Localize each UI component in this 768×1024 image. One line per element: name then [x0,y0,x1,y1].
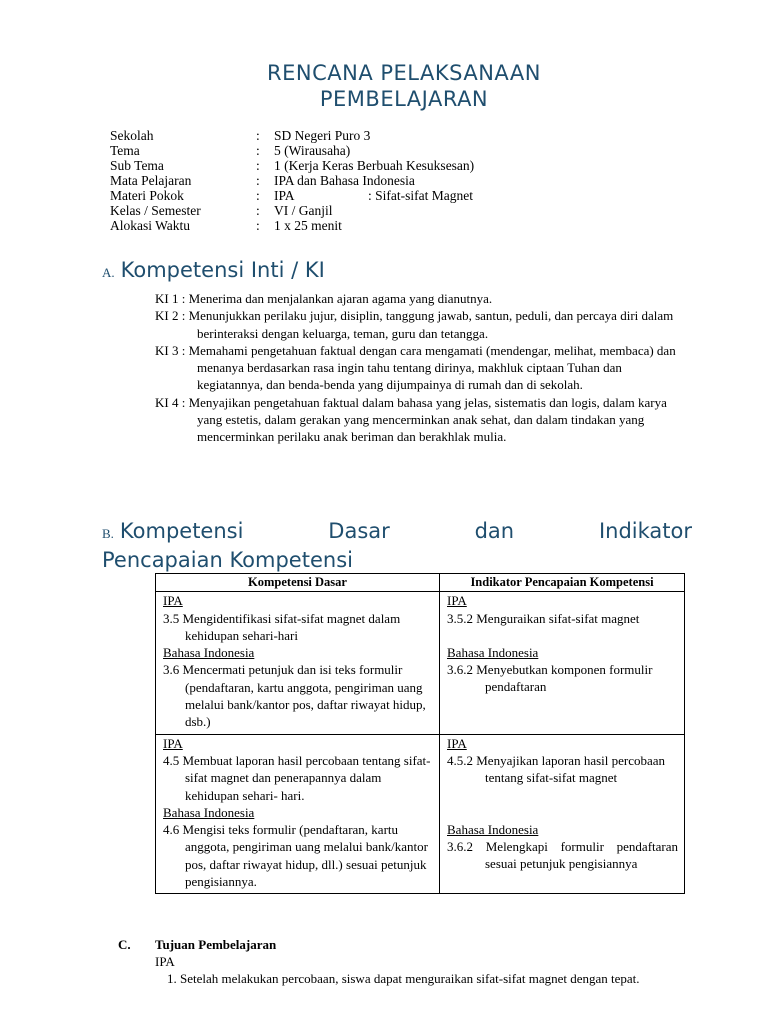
table-row [156,734,685,894]
subject-label: Bahasa Indonesia [447,821,539,837]
heading-word: dan [474,519,515,543]
info-label: Mata Pelajaran [110,173,192,188]
info-label: Sub Tema [110,158,164,173]
table-cell [440,592,685,734]
info-sep: : [256,128,260,143]
info-label: Tema [110,143,140,158]
section-title: Tujuan Pembelajaran [155,937,277,952]
competency-item: 3.5 Mengidentifikasi sifat-sifat magnet dalam kehidupan sehari-hari [163,610,401,643]
info-sep: : [256,188,260,203]
indicator-item: 3.6.2 Melengkapi formulir pendaftaran sesuai petunjuk pengisiannya [447,838,678,872]
info-sep: : [256,158,260,173]
info-value: 1 x 25 menit [274,218,342,233]
ki-list [155,290,685,446]
table-cell [440,734,685,894]
objective-item: 1. Setelah melakukan percobaan, siswa dapat menguraikan sifat-sifat magnet dengan tepat. [180,970,688,987]
info-label: Materi Pokok [110,188,184,203]
info-row [110,158,474,173]
subject-label: IPA [447,593,467,609]
competency-item: 4.5 Membuat laporan hasil percobaan tentang sifat-sifat magnet dan penerapannya dalam kehidupan sehari- hari. [163,752,431,803]
ki-item: KI 4 : Menyajikan pengetahuan faktual dalam bahasa yang jelas, sistematis dan logis, dalam karya yang estetis, dalam gerakan yang mencerminkan anak sehat, dan dalam tindakan yang mencerminkan perilaku anak beriman dan berakhlak mulia. [155,394,667,445]
subject-label: IPA [163,735,183,751]
info-row [110,188,474,203]
table-cell [156,592,440,734]
info-value: 1 (Kerja Keras Berbuah Kesuksesan) [274,158,475,173]
indicator-item: 3.5.2 Menguraikan sifat-sifat magnet [447,610,640,626]
subject-label: IPA [163,593,183,609]
column-header: Kompetensi Dasar [156,574,440,592]
ki-item: KI 1 : Menerima dan menjalankan ajaran agama yang dianutnya. [155,291,493,306]
competency-item: 3.6 Mencermati petunjuk dan isi teks formulir (pendaftaran, kartu anggota, pengiriman uang melalui bank/kantor pos, daftar riwayat hidup, dsb.) [163,662,426,730]
title-line-2: PEMBELAJARAN [319,87,489,111]
ki-item: KI 3 : Memahami pengetahuan faktual dengan cara mengamati (mendengar, melihat, membaca) dan menanya berdasarkan rasa ingin tahu tentang dirinya, makhluk ciptaan Tuhan dan kegiatannya, dan benda-benda yang dijumpainya di rumah dan di sekolah. [155,342,676,393]
section-a-heading [102,258,325,282]
info-label: Kelas / Semester [110,203,201,218]
section-c [118,936,688,987]
column-header: Indikator Pencapaian Kompetensi [440,574,685,592]
info-value: IPA dan Bahasa Indonesia [274,173,415,188]
heading-line-2: Pencapaian Kompetensi [102,548,353,572]
info-sep: : [256,143,260,158]
section-letter: A. [102,265,115,280]
section-letter: B. [102,526,114,541]
info-label: Alokasi Waktu [110,218,191,233]
info-sep: : [256,218,260,233]
subject-label: Bahasa Indonesia [163,645,255,661]
heading-word: Dasar [328,519,390,543]
ki-item: KI 2 : Menunjukkan perilaku jujur, disiplin, tanggung jawab, santun, peduli, dan percaya diri dalam berinteraksi dengan keluarga, teman, guru dan tetangga. [155,308,674,341]
section-title: Kompetensi Inti / KI [120,258,325,282]
subject-label: Bahasa Indonesia [163,804,255,820]
info-sep: : [256,203,260,218]
info-row [110,143,474,158]
indicator-item: 3.6.2 Menyebutkan komponen formulir pendaftaran [447,662,653,695]
subject-label: IPA [447,735,467,751]
objective-list [155,970,688,987]
subject-label: IPA [155,954,175,969]
title-line-1: RENCANA PELAKSANAAN [267,61,541,85]
section-letter: C. [118,937,131,952]
table-header-row [156,574,685,592]
heading-word: Indikator [598,519,692,543]
heading-word: Kompetensi [119,519,244,543]
info-sep: : [256,173,260,188]
table-row [156,592,685,734]
page-title [0,60,768,112]
competency-table [155,573,685,894]
section-b-heading [102,518,692,574]
info-row [110,218,474,233]
info-row [110,203,474,218]
info-label: Sekolah [110,128,154,143]
info-value: 5 (Wirausaha) [274,143,351,158]
info-value: SD Negeri Puro 3 [274,128,371,143]
indicator-item: 4.5.2 Menyajikan laporan hasil percobaan tentang sifat-sifat magnet [447,752,666,786]
table-cell [156,734,440,894]
info-row [110,173,474,188]
competency-item: 4.6 Mengisi teks formulir (pendaftaran, kartu anggota, pengiriman uang melalui bank/kantor pos, daftar riwayat hidup, dll.) sesuai petunjuk pengisiannya. [163,822,428,890]
info-value: IPA : Sifat-sifat Magnet [274,188,473,203]
info-row [110,128,474,143]
subject-label: Bahasa Indonesia [447,644,539,660]
identity-table [110,128,474,233]
info-value: VI / Ganjil [274,203,333,218]
